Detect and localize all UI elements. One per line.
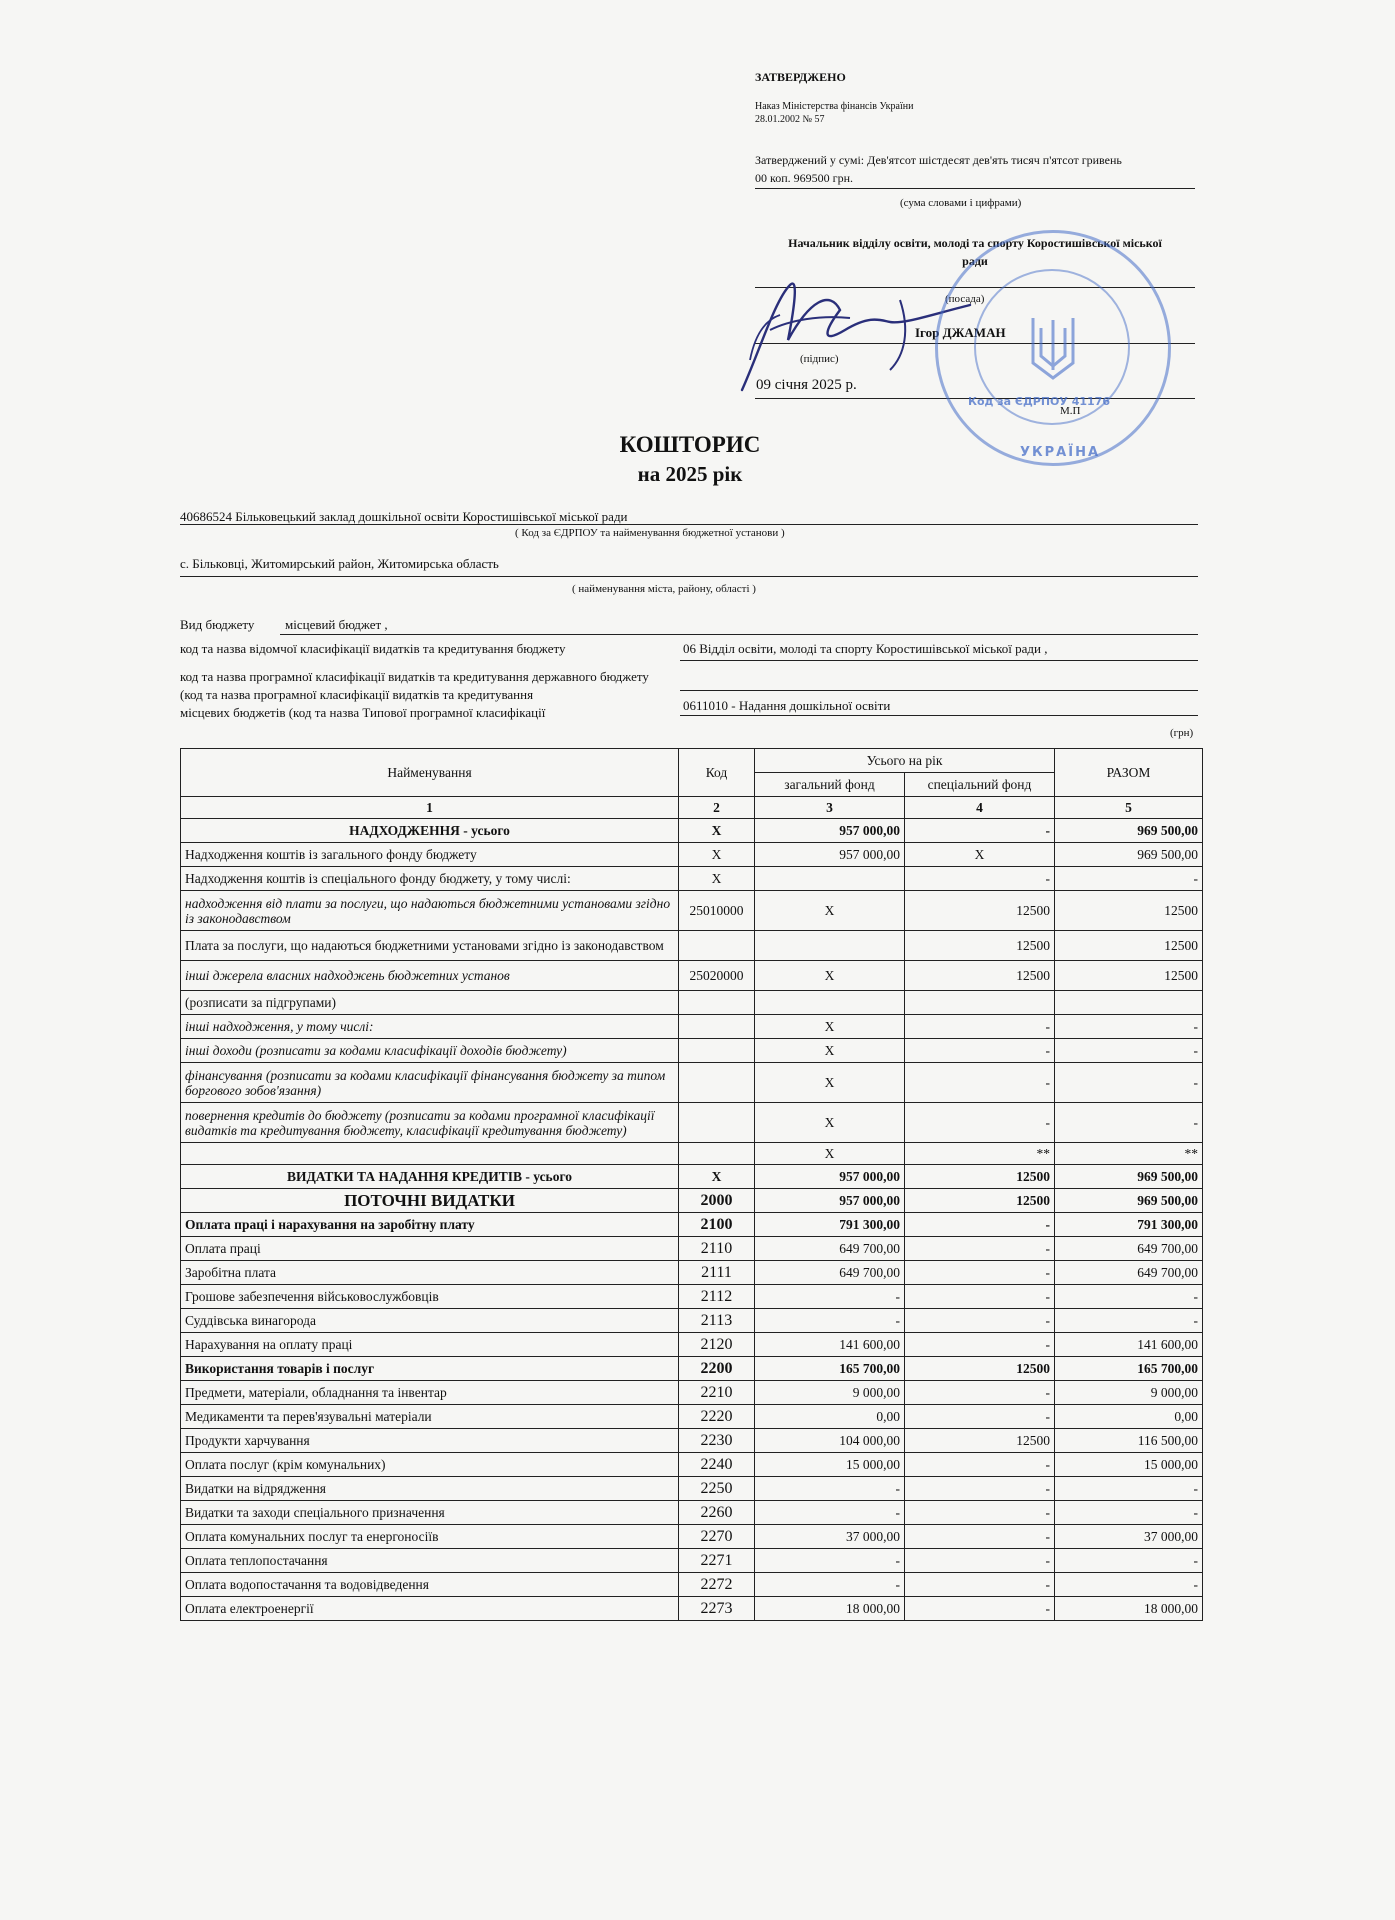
row-special-fund: - xyxy=(905,1477,1055,1501)
row-special-fund: - xyxy=(905,1103,1055,1143)
row-name: Оплата послуг (крім комунальних) xyxy=(181,1453,679,1477)
table-row xyxy=(181,1501,1203,1525)
row-special-fund: - xyxy=(905,1597,1055,1621)
row-general-fund: Х xyxy=(755,1143,905,1165)
budget-estimate-table xyxy=(180,748,1203,1621)
row-special-fund: - xyxy=(905,1063,1055,1103)
departmental-class-value: 06 Відділ освіти, молоді та спорту Коростишівської міської ради , xyxy=(683,641,1048,656)
row-total: - xyxy=(1055,1501,1203,1525)
table-row xyxy=(181,1143,1203,1165)
row-total: 969 500,00 xyxy=(1055,1189,1203,1213)
row-special-fund: - xyxy=(905,1285,1055,1309)
row-code: 2250 xyxy=(679,1477,755,1501)
row-general-fund: 165 700,00 xyxy=(755,1357,905,1381)
row-general-fund: 15 000,00 xyxy=(755,1453,905,1477)
stamp-edrpou-text: Код за ЄДРПОУ 41176 xyxy=(968,395,1110,408)
row-total: 9 000,00 xyxy=(1055,1381,1203,1405)
table-row xyxy=(181,1525,1203,1549)
row-total: - xyxy=(1055,1573,1203,1597)
row-name: ВИДАТКИ ТА НАДАННЯ КРЕДИТІВ - усього xyxy=(181,1165,679,1189)
header-code: Код xyxy=(679,749,755,797)
amount-caption: (сума словами і цифрами) xyxy=(900,197,1022,209)
header-general-fund: загальний фонд xyxy=(755,773,905,797)
row-code: 2260 xyxy=(679,1501,755,1525)
row-name: Заробітна плата xyxy=(181,1261,679,1285)
row-special-fund: 12500 xyxy=(905,891,1055,931)
row-total: - xyxy=(1055,1039,1203,1063)
approval-date: 09 січня 2025 р. xyxy=(756,377,857,393)
row-special-fund: - xyxy=(905,1501,1055,1525)
row-general-fund: - xyxy=(755,1573,905,1597)
location-caption: ( найменування міста, району, області ) xyxy=(572,583,756,595)
row-total xyxy=(1055,991,1203,1015)
row-name xyxy=(181,1143,679,1165)
row-special-fund: Х xyxy=(905,843,1055,867)
institution-caption: ( Код за ЄДРПОУ та найменування бюджетної установи ) xyxy=(515,527,785,539)
table-row xyxy=(181,1309,1203,1333)
table-row xyxy=(181,1453,1203,1477)
row-name: Оплата комунальних послуг та енергоносіїв xyxy=(181,1525,679,1549)
trident-icon xyxy=(1013,308,1093,388)
row-general-fund: 957 000,00 xyxy=(755,843,905,867)
row-total: 165 700,00 xyxy=(1055,1357,1203,1381)
order-line-2: 28.01.2002 № 57 xyxy=(755,114,825,125)
row-total: 15 000,00 xyxy=(1055,1453,1203,1477)
row-special-fund: - xyxy=(905,1039,1055,1063)
table-row xyxy=(181,1429,1203,1453)
row-general-fund: 141 600,00 xyxy=(755,1333,905,1357)
budget-type-value: місцевий бюджет , xyxy=(285,617,388,632)
row-general-fund: 104 000,00 xyxy=(755,1429,905,1453)
row-general-fund: 957 000,00 xyxy=(755,1189,905,1213)
row-total: 0,00 xyxy=(1055,1405,1203,1429)
document-subtitle: на 2025 рік xyxy=(637,462,743,486)
institution-name: 40686524 Більковецький заклад дошкільної освіти Коростишівської міської ради xyxy=(180,509,628,524)
row-general-fund: Х xyxy=(755,1103,905,1143)
row-name: Плата за послуги, що надаються бюджетними установами згідно із законодавством xyxy=(181,931,679,961)
official-position-line-2: ради xyxy=(962,254,988,268)
table-row xyxy=(181,1189,1203,1213)
row-name: Нарахування на оплату праці xyxy=(181,1333,679,1357)
row-name: надходження від плати за послуги, що надаються бюджетними установами згідно із законодавством xyxy=(181,891,679,931)
row-code: 2120 xyxy=(679,1333,755,1357)
approved-amount-line-1: Затверджений у сумі: Дев'ятсот шістдесят дев'ять тисяч п'ятсот гривень xyxy=(755,153,1122,167)
row-code: 2271 xyxy=(679,1549,755,1573)
row-special-fund: 12500 xyxy=(905,1357,1055,1381)
table-row xyxy=(181,843,1203,867)
row-general-fund: - xyxy=(755,1285,905,1309)
row-general-fund xyxy=(755,867,905,891)
row-code xyxy=(679,1143,755,1165)
row-total: 12500 xyxy=(1055,961,1203,991)
row-general-fund: Х xyxy=(755,1039,905,1063)
row-special-fund: - xyxy=(905,1213,1055,1237)
row-name: Оплата водопостачання та водовідведення xyxy=(181,1573,679,1597)
row-general-fund: 649 700,00 xyxy=(755,1261,905,1285)
row-special-fund: - xyxy=(905,1405,1055,1429)
row-general-fund: 649 700,00 xyxy=(755,1237,905,1261)
row-special-fund: ** xyxy=(905,1143,1055,1165)
table-row xyxy=(181,1103,1203,1143)
col-number: 4 xyxy=(905,797,1055,819)
row-special-fund: - xyxy=(905,1309,1055,1333)
row-total: 791 300,00 xyxy=(1055,1213,1203,1237)
table-row xyxy=(181,1063,1203,1103)
row-special-fund: - xyxy=(905,1015,1055,1039)
table-row xyxy=(181,1261,1203,1285)
approved-amount-line-2: 00 коп. 969500 грн. xyxy=(755,171,853,185)
row-code: 25010000 xyxy=(679,891,755,931)
row-general-fund: 957 000,00 xyxy=(755,819,905,843)
row-general-fund: 957 000,00 xyxy=(755,1165,905,1189)
row-name: Надходження коштів із загального фонду бюджету xyxy=(181,843,679,867)
row-code: 2112 xyxy=(679,1285,755,1309)
program-class-label-2: (код та назва програмної класифікації видатків та кредитування xyxy=(180,687,534,702)
table-row xyxy=(181,1333,1203,1357)
row-general-fund: Х xyxy=(755,961,905,991)
row-code: 2272 xyxy=(679,1573,755,1597)
row-general-fund: Х xyxy=(755,891,905,931)
row-name: Використання товарів і послуг xyxy=(181,1357,679,1381)
header-total: РАЗОМ xyxy=(1055,749,1203,797)
row-special-fund: - xyxy=(905,1549,1055,1573)
order-line-1: Наказ Міністерства фінансів України xyxy=(755,101,914,112)
row-total: 141 600,00 xyxy=(1055,1333,1203,1357)
row-code: 2210 xyxy=(679,1381,755,1405)
row-code: 2200 xyxy=(679,1357,755,1381)
row-name: Оплата праці xyxy=(181,1237,679,1261)
table-row xyxy=(181,1039,1203,1063)
row-general-fund: - xyxy=(755,1501,905,1525)
row-name: фінансування (розписати за кодами класифікації фінансування бюджету за типом боргового зобов'язання) xyxy=(181,1063,679,1103)
row-total: - xyxy=(1055,1549,1203,1573)
row-code: 25020000 xyxy=(679,961,755,991)
row-special-fund: - xyxy=(905,1237,1055,1261)
row-special-fund: 12500 xyxy=(905,1165,1055,1189)
row-code: Х xyxy=(679,867,755,891)
row-name: Видатки на відрядження xyxy=(181,1477,679,1501)
row-code xyxy=(679,931,755,961)
row-general-fund xyxy=(755,991,905,1015)
row-total: - xyxy=(1055,1015,1203,1039)
official-position-line-1: Начальник відділу освіти, молоді та спорту Коростишівської міської xyxy=(788,236,1162,250)
table-row xyxy=(181,1405,1203,1429)
table-row xyxy=(181,1015,1203,1039)
table-row xyxy=(181,1213,1203,1237)
row-total: 37 000,00 xyxy=(1055,1525,1203,1549)
row-special-fund: 12500 xyxy=(905,1189,1055,1213)
row-code: Х xyxy=(679,1165,755,1189)
row-general-fund xyxy=(755,931,905,961)
row-code: 2240 xyxy=(679,1453,755,1477)
departmental-class-label: код та назва відомчої класифікації видатків та кредитування бюджету xyxy=(180,641,566,656)
table-row xyxy=(181,991,1203,1015)
row-name: інші джерела власних надходжень бюджетних установ xyxy=(181,961,679,991)
row-name: інші доходи (розписати за кодами класифікації доходів бюджету) xyxy=(181,1039,679,1063)
row-total: 969 500,00 xyxy=(1055,819,1203,843)
row-name: (розписати за підгрупами) xyxy=(181,991,679,1015)
table-row xyxy=(181,1285,1203,1309)
table-row xyxy=(181,931,1203,961)
row-general-fund: - xyxy=(755,1549,905,1573)
row-code: 2111 xyxy=(679,1261,755,1285)
row-name: Предмети, матеріали, обладнання та інвентар xyxy=(181,1381,679,1405)
row-code xyxy=(679,1015,755,1039)
row-code: 2100 xyxy=(679,1213,755,1237)
row-code: Х xyxy=(679,843,755,867)
official-round-stamp xyxy=(935,230,1171,466)
document-title: КОШТОРИС xyxy=(619,432,761,457)
program-class-value: 0611010 - Надання дошкільної освіти xyxy=(683,698,891,713)
program-class-label-1: код та назва програмної класифікації видатків та кредитування державного бюджету xyxy=(180,669,649,684)
signature-caption: (підпис) xyxy=(800,353,839,365)
row-total: 649 700,00 xyxy=(1055,1237,1203,1261)
row-general-fund: - xyxy=(755,1309,905,1333)
row-code: 2220 xyxy=(679,1405,755,1429)
row-name: ПОТОЧНІ ВИДАТКИ xyxy=(181,1189,679,1213)
row-total: 116 500,00 xyxy=(1055,1429,1203,1453)
row-special-fund: - xyxy=(905,1261,1055,1285)
row-code xyxy=(679,1039,755,1063)
row-name: Медикаменти та перев'язувальні матеріали xyxy=(181,1405,679,1429)
position-caption: (посада) xyxy=(945,293,985,305)
row-general-fund: 37 000,00 xyxy=(755,1525,905,1549)
header-special-fund: спеціальний фонд xyxy=(905,773,1055,797)
row-total: 18 000,00 xyxy=(1055,1597,1203,1621)
row-general-fund: Х xyxy=(755,1015,905,1039)
row-total: 649 700,00 xyxy=(1055,1261,1203,1285)
approval-title: ЗАТВЕРДЖЕНО xyxy=(755,70,846,84)
row-total: - xyxy=(1055,1063,1203,1103)
row-name: Оплата праці і нарахування на заробітну плату xyxy=(181,1213,679,1237)
row-name: Оплата теплопостачання xyxy=(181,1549,679,1573)
table-row xyxy=(181,1381,1203,1405)
row-name: Грошове забезпечення військовослужбовців xyxy=(181,1285,679,1309)
row-special-fund: - xyxy=(905,1573,1055,1597)
row-special-fund: - xyxy=(905,1381,1055,1405)
row-special-fund: 12500 xyxy=(905,1429,1055,1453)
col-number: 5 xyxy=(1055,797,1203,819)
row-special-fund: - xyxy=(905,819,1055,843)
row-name: інші надходження, у тому числі: xyxy=(181,1015,679,1039)
row-total: - xyxy=(1055,1103,1203,1143)
row-code: 2113 xyxy=(679,1309,755,1333)
row-general-fund: Х xyxy=(755,1063,905,1103)
row-total: 12500 xyxy=(1055,891,1203,931)
row-special-fund: - xyxy=(905,1333,1055,1357)
row-code: 2110 xyxy=(679,1237,755,1261)
header-total-year: Усього на рік xyxy=(755,749,1055,773)
row-name: Видатки та заходи спеціального призначення xyxy=(181,1501,679,1525)
row-name: Суддівська винагорода xyxy=(181,1309,679,1333)
row-code xyxy=(679,1103,755,1143)
budget-type-label: Вид бюджету xyxy=(180,617,255,632)
row-special-fund: - xyxy=(905,867,1055,891)
table-row xyxy=(181,1237,1203,1261)
seal-caption: М.П xyxy=(1060,405,1081,417)
row-general-fund: 0,00 xyxy=(755,1405,905,1429)
table-row xyxy=(181,891,1203,931)
row-special-fund xyxy=(905,991,1055,1015)
row-name: Оплата електроенергії xyxy=(181,1597,679,1621)
table-row xyxy=(181,819,1203,843)
col-number: 3 xyxy=(755,797,905,819)
row-total: - xyxy=(1055,1309,1203,1333)
table-row xyxy=(181,1573,1203,1597)
program-class-label-3: місцевих бюджетів (код та назва Типової програмної класифікації xyxy=(180,705,546,720)
row-name: Продукти харчування xyxy=(181,1429,679,1453)
location: с. Більковці, Житомирський район, Житомирська область xyxy=(180,556,499,571)
row-total: 969 500,00 xyxy=(1055,1165,1203,1189)
signer-name: Ігор ДЖАМАН xyxy=(915,325,1006,340)
row-total: 969 500,00 xyxy=(1055,843,1203,867)
row-total: - xyxy=(1055,1477,1203,1501)
row-special-fund: - xyxy=(905,1453,1055,1477)
stamp-country-text: УКРАЇНА xyxy=(1020,445,1101,460)
table-row xyxy=(181,1165,1203,1189)
row-total: ** xyxy=(1055,1143,1203,1165)
row-code: 2230 xyxy=(679,1429,755,1453)
table-row xyxy=(181,1477,1203,1501)
table-row xyxy=(181,1549,1203,1573)
row-code: 2000 xyxy=(679,1189,755,1213)
row-name: Надходження коштів із спеціального фонду бюджету, у тому числі: xyxy=(181,867,679,891)
currency-unit: (грн) xyxy=(1170,727,1194,739)
row-general-fund: - xyxy=(755,1477,905,1501)
table-row xyxy=(181,1597,1203,1621)
row-code: 2273 xyxy=(679,1597,755,1621)
row-name: НАДХОДЖЕННЯ - усього xyxy=(181,819,679,843)
row-total: 12500 xyxy=(1055,931,1203,961)
table-row xyxy=(181,867,1203,891)
row-special-fund: 12500 xyxy=(905,961,1055,991)
col-number: 1 xyxy=(181,797,679,819)
col-number: 2 xyxy=(679,797,755,819)
row-general-fund: 18 000,00 xyxy=(755,1597,905,1621)
table-row xyxy=(181,961,1203,991)
table-row xyxy=(181,1357,1203,1381)
row-code: 2270 xyxy=(679,1525,755,1549)
row-code: Х xyxy=(679,819,755,843)
row-total: - xyxy=(1055,867,1203,891)
row-code xyxy=(679,991,755,1015)
header-name: Найменування xyxy=(181,749,679,797)
row-code xyxy=(679,1063,755,1103)
row-general-fund: 791 300,00 xyxy=(755,1213,905,1237)
row-total: - xyxy=(1055,1285,1203,1309)
row-special-fund: 12500 xyxy=(905,931,1055,961)
row-name: повернення кредитів до бюджету (розписати за кодами програмної класифікації видатків та кредитування бюджету, класифікації кредитування бюджету) xyxy=(181,1103,679,1143)
row-general-fund: 9 000,00 xyxy=(755,1381,905,1405)
row-special-fund: - xyxy=(905,1525,1055,1549)
